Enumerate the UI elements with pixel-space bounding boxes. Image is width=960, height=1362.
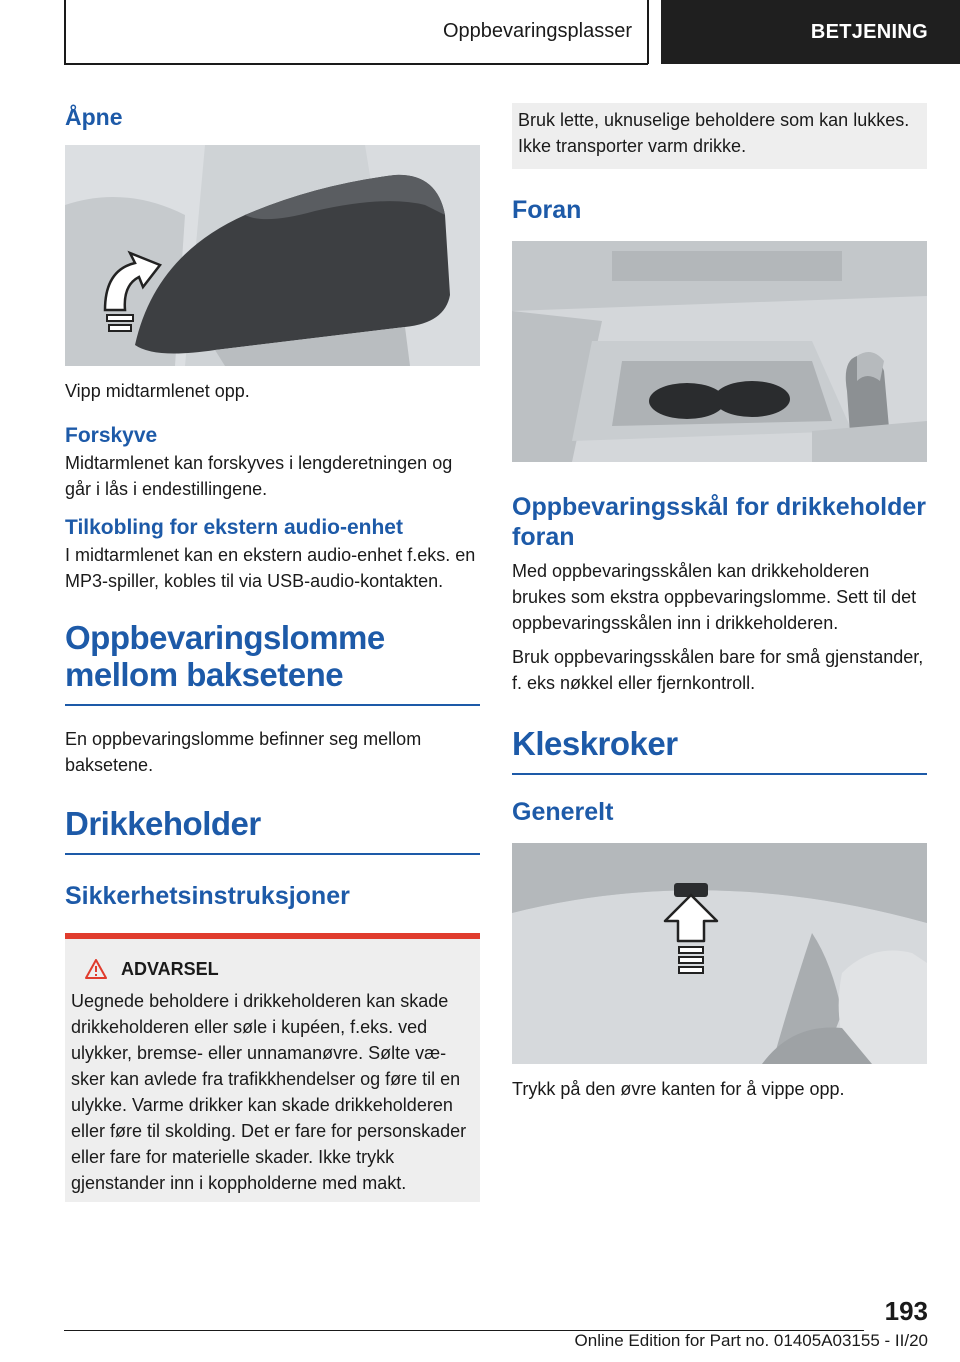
hooks-rule (512, 773, 927, 775)
heading-safety: Sikkerhetsinstruksjoner (65, 881, 350, 910)
header-divider (647, 0, 649, 64)
slide-text: Midtarmlenet kan forskyves i lengderetningen og går i lås i endestillingene. (65, 453, 453, 499)
audio-text: I midtarmlenet kan en ekstern audio-enhet f.eks. en MP3-spiller, kobles til via USB-audio-kontakten. (65, 545, 476, 591)
heading-cupholder: Drikkeholder (65, 804, 261, 842)
note-text: Bruk lette, uknuselige beholdere som kan lukkes. Ikke transporter varm drikke. (518, 110, 910, 156)
heading-front: Foran (512, 196, 582, 224)
coat-hook-illustration (512, 843, 927, 1064)
coat-hook-figure (512, 843, 927, 1064)
heading-hooks: Kleskroker (512, 725, 678, 762)
header-chapter-tab: BETJENING (661, 0, 960, 64)
pocket-rule (65, 704, 480, 706)
cupholder-illustration (512, 241, 927, 462)
note-box (512, 103, 927, 169)
heading-open: Åpne (65, 104, 123, 130)
warning-text: Uegnede beholdere i drikkeholderen kan skade drikkeholderen eller søle i kupéen, f.eks. ved ulykker, bremse- eller unnamanøvre. Sølte væsker kan avlede fra trafikkhendelser og føre til en ulykke. Varme drikker kan skade drikkeholderen eller føre til skolding. Det er fare for personskader eller fare for materielle skader. Ikke trykk gjenstander inn i koppholderne med makt. (71, 990, 467, 1193)
pocket-text: En oppbevaringslomme befinner seg mellom baksetene. (65, 728, 422, 775)
heading-tray: Oppbevaringsskål for drikkeholder foran (512, 493, 927, 551)
left-column (65, 96, 480, 1202)
header-bottom-rule (64, 63, 648, 65)
heading-audio: Tilkobling for ekstern audio-enhet (65, 516, 403, 539)
right-column (512, 103, 927, 1102)
open-text: Vipp midtarmlenet opp. (65, 381, 250, 401)
cupholder-figure (512, 241, 927, 462)
page-number: 193 (884, 1296, 928, 1326)
armrest-illustration (65, 145, 480, 366)
armrest-figure (65, 145, 480, 366)
footer-edition: Online Edition for Part no. 01405A03155 - II/20 (574, 1331, 928, 1350)
heading-pocket: Oppbevaringslomme mellom baksetene (65, 619, 385, 693)
heading-general: Generelt (512, 797, 614, 826)
hooks-text: Trykk på den øvre kanten for å vippe opp. (512, 1078, 845, 1099)
tray-text-2: Bruk oppbevaringsskålen bare for små gjenstander, f. eks nøkkel eller fjernkontroll. (512, 647, 924, 693)
warning-box (65, 933, 480, 1202)
warning-label: ADVARSEL (121, 958, 219, 979)
tray-text-1: Med oppbevaringsskålen kan drikkeholderen brukes som ekstra oppbevaringslomme. Sett til det oppbevaringsskålen inn i drikkeholderen. (512, 561, 917, 633)
cupholder-rule (65, 853, 480, 855)
heading-slide: Forskyve (65, 424, 158, 447)
warning-triangle-icon (85, 959, 107, 979)
header-section-title: Oppbevaringsplasser (443, 20, 632, 42)
